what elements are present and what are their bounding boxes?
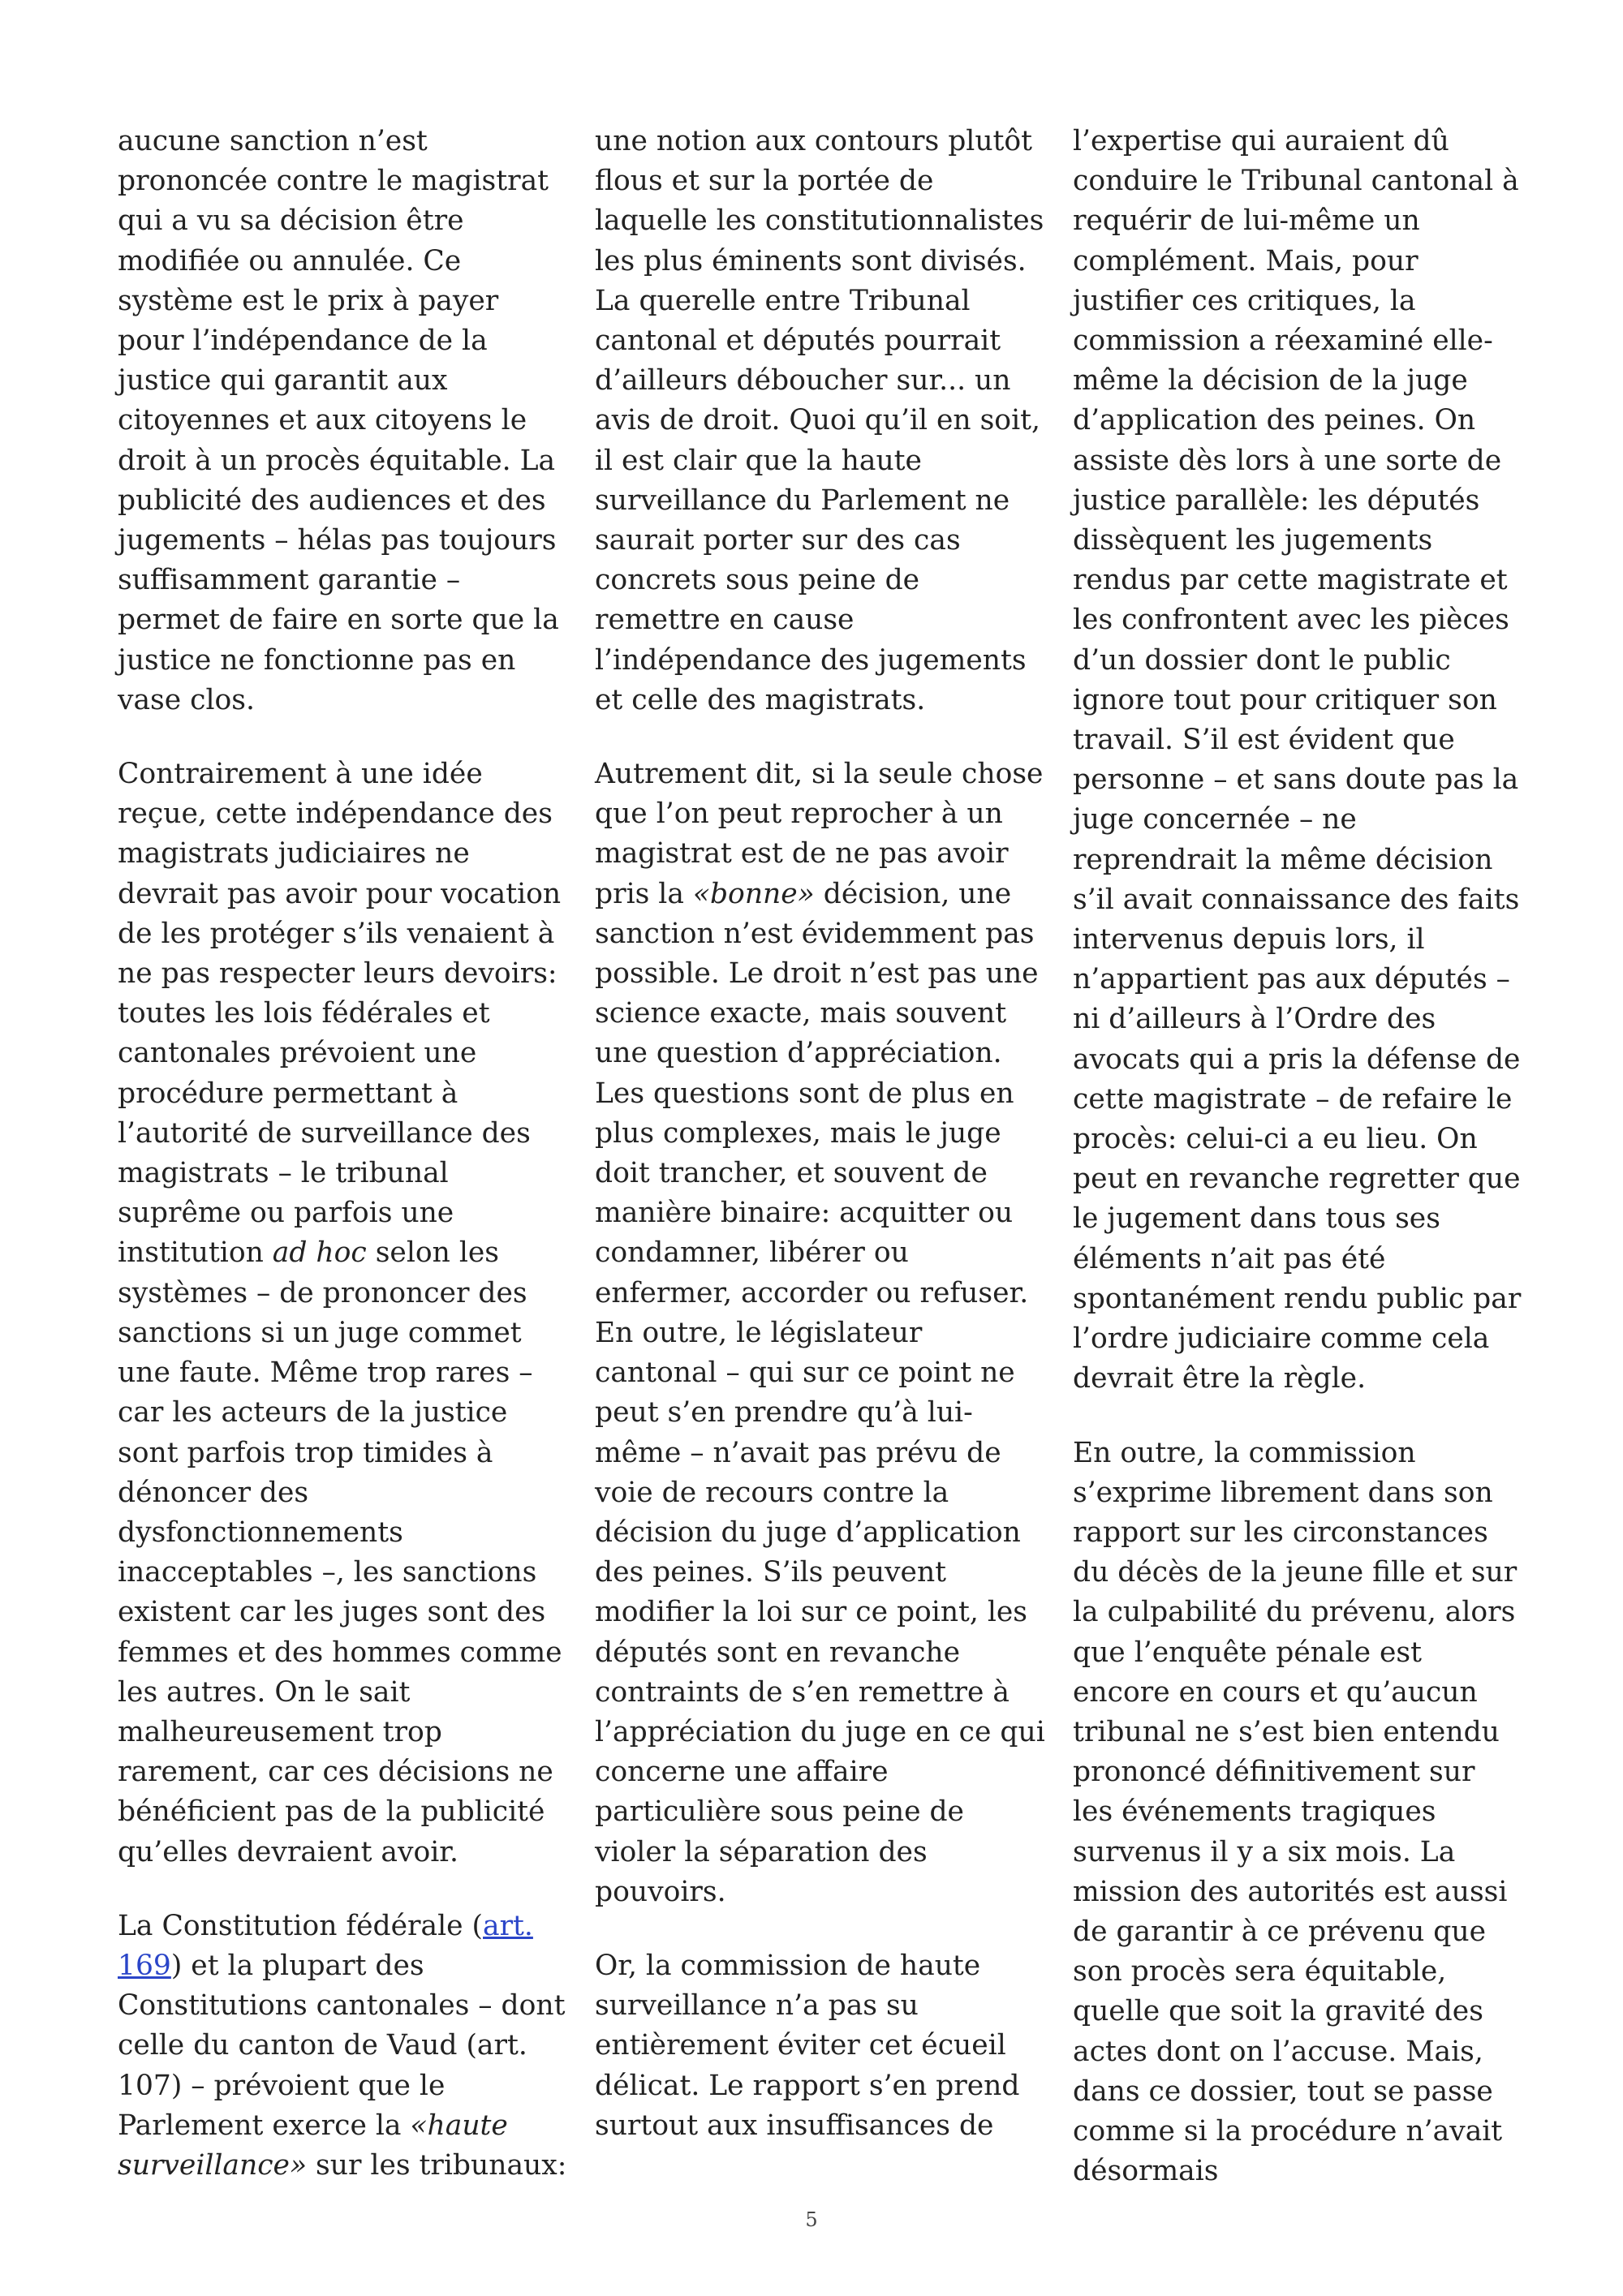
italic-text: ad hoc xyxy=(272,1236,367,1270)
text-run: ) et la plupart des Constitutions cantonales – dont celle du canton de Vaud (art. 107) – prévoient que le Parlement exerce la xyxy=(118,1949,566,2142)
text-run: Contrairement à une idée reçue, cette indépendance des magistrats judiciaires ne devrait pas avoir pour vocation de les protéger s’ils venaient à ne pas respecter leurs devoirs: toutes les lois fédérales et cantonales prévoient une procédure permettant à l’autorité de surveillance des magistrats – le tribunal suprême ou parfois une institution xyxy=(118,758,562,1270)
text-run: selon les systèmes – de prononcer des sanctions si un juge commet une faute. Même trop rares – car les acteurs de la justice sont parfois trop timides à dénoncer des dysfonctionnements inacceptables –, les sanctions existent car les juges sont des femmes et des hommes comme les autres. On le sait malheureusement trop rarement, car ces décisions ne bénéficient pas de la publicité qu’elles devraient avoir. xyxy=(118,1236,562,1868)
text-run: sur les tribunaux: xyxy=(307,2148,567,2182)
text-run: aucune sanction n’est prononcée contre le magistrat qui a vu sa décision être modifiée ou annulée. Ce système est le prix à payer pour l’indépendance de la justice qui garantit aux citoyennes et aux citoyens le droit à un procès équitable. La publicité des audiences et des jugements – hélas pas toujours suffisamment garantie – permet de faire en sorte que la justice ne fonctionne pas en vase clos. xyxy=(118,125,559,716)
text-run: Autrement dit, si la seule chose que l’on peut reprocher à un magistrat est de ne pas avoir pris la xyxy=(595,758,1044,910)
italic-text: «haute surveillance» xyxy=(118,2109,508,2182)
text-run: La Constitution fédérale ( xyxy=(118,1909,483,1942)
article-169-link[interactable]: art. 169 xyxy=(118,1909,533,1982)
text-run: l’expertise qui auraient dû conduire le Tribunal cantonal à requérir de lui-même un complément. Mais, pour justifier ces critiques, la commission a réexaminé elle-même la décision de la juge d’application des peines. On assiste dès lors à une sorte de justice parallèle: les députés dissèquent les jugements rendus par cette magistrate et les confrontent avec les pièces d’un dossier dont le public ignore tout pour critiquer son travail. S’il est évident que personne – et sans doute pas la juge concernée – ne reprendrait la même décision s’il avait connaissance des faits intervenus depuis lors, il n’appartient pas aux députés – ni d’ailleurs à l’Ordre des avocats qui a pris la défense de cette magistrate – de refaire le procès: celui-ci a eu lieu. On peut en revanche regretter que le jugement dans tous ses éléments n’ait pas été spontanément rendu public par l’ordre judiciaire comme cela devrait être la règle. xyxy=(1073,125,1522,1395)
text-run: Or, la commission de haute surveillance n’a pas su entièrement éviter cet écueil délicat. Le rapport s’en prend surtout aux insuffisances de xyxy=(595,1949,1020,2142)
paragraph xyxy=(118,755,568,1872)
italic-text: «bonne» xyxy=(692,877,815,910)
text-run: une notion aux contours plutôt flous et sur la portée de laquelle les constitutionnalistes les plus éminents sont divisés. La querelle entre Tribunal cantonal et députés pourrait d’ailleurs déboucher sur... un avis de droit. Quoi qu’il en soit, il est clair que la haute surveillance du Parlement ne saurait porter sur des cas concrets sous peine de remettre en cause l’indépendance des jugements et celle des magistrats. xyxy=(595,125,1044,716)
paragraph xyxy=(118,1907,568,2186)
text-column-3 xyxy=(1073,122,1523,2225)
page-number: 5 xyxy=(805,2208,818,2231)
paragraph xyxy=(595,122,1045,720)
paragraph xyxy=(595,1946,1045,2146)
paragraph xyxy=(118,122,568,720)
paragraph xyxy=(1073,1434,1523,2192)
paragraph xyxy=(595,755,1045,1912)
text-run: En outre, la commission s’exprime librement dans son rapport sur les circonstances du décès de la jeune fille et sur la culpabilité du prévenu, alors que l’enquête pénale est encore en cours et qu’aucun tribunal ne s’est bien entendu prononcé définitivement sur les événements tragiques survenus il y a six mois. La mission des autorités est aussi de garantir à ce prévenu que son procès sera équitable, quelle que soit la gravité des actes dont on l’accuse. Mais, dans ce dossier, tout se passe comme si la procédure n’avait désormais xyxy=(1073,1436,1518,2188)
text-column-1 xyxy=(118,122,568,2220)
text-column-2 xyxy=(595,122,1045,2180)
text-run: décision, une sanction n’est évidemment pas possible. Le droit n’est pas une science exacte, mais souvent une question d’appréciation. Les questions sont de plus en plus complexes, mais le juge doit trancher, et souvent de manière binaire: acquitter ou condamner, libérer ou enfermer, accorder ou refuser. En outre, le législateur cantonal – qui sur ce point ne peut s’en prendre qu’à lui-même – n’avait pas prévu de voie de recours contre la décision du juge d’application des peines. S’ils peuvent modifier la loi sur ce point, les députés sont en revanche contraints de s’en remettre à l’appréciation du juge en ce qui concerne une affaire particulière sous peine de violer la séparation des pouvoirs. xyxy=(595,877,1045,1908)
paragraph xyxy=(1073,122,1523,1400)
